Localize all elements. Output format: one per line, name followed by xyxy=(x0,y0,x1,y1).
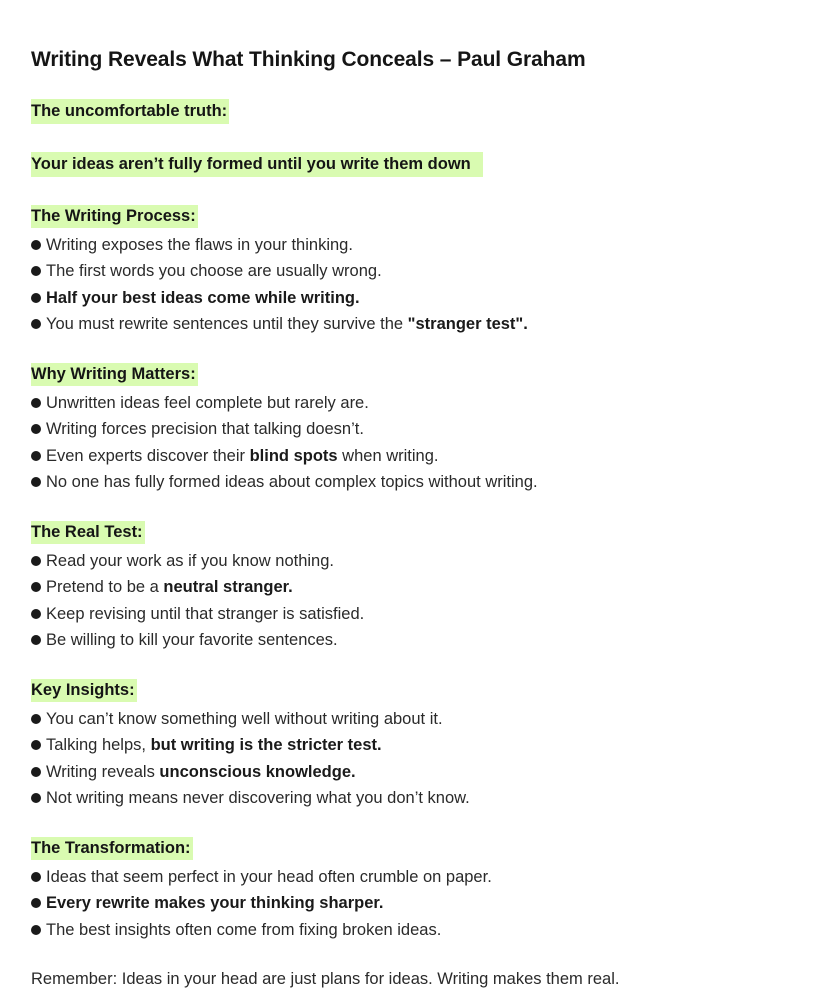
list-item xyxy=(31,864,816,890)
bullet-icon xyxy=(31,451,41,461)
list-item xyxy=(31,601,816,627)
section-real-test xyxy=(31,521,816,653)
section-writing-process xyxy=(31,205,816,337)
list-item xyxy=(31,390,816,416)
bullet-icon xyxy=(31,477,41,487)
closing-remark: Remember: Ideas in your head are just plans for ideas. Writing makes them real. xyxy=(31,970,620,988)
bullet-icon xyxy=(31,582,41,592)
item-bold-text: but writing is the stricter test. xyxy=(150,736,382,755)
item-text: No one has fully formed ideas about complex topics without writing. xyxy=(46,472,538,491)
section-heading: The Transformation: xyxy=(31,837,193,860)
list-item xyxy=(31,732,816,758)
list-item xyxy=(31,890,816,916)
bullet-icon xyxy=(31,424,41,434)
bullet-icon xyxy=(31,556,41,566)
list-item xyxy=(31,443,816,469)
list-item xyxy=(31,311,816,337)
list-item xyxy=(31,416,816,442)
bullet-icon xyxy=(31,240,41,250)
bullet-icon xyxy=(31,609,41,619)
bullet-icon xyxy=(31,740,41,750)
item-text: Ideas that seem perfect in your head often crumble on paper. xyxy=(46,868,492,886)
bullet-icon xyxy=(31,793,41,803)
item-bold-text: unconscious knowledge. xyxy=(159,762,356,781)
item-text: Writing exposes the flaws in your thinking. xyxy=(46,236,353,254)
section-why-writing-matters xyxy=(31,363,816,495)
item-text: The best insights often come from fixing broken ideas. xyxy=(46,920,442,939)
list-item xyxy=(31,258,816,284)
item-bold-text: blind spots xyxy=(249,446,338,465)
bullet-icon xyxy=(31,635,41,645)
bullet-list xyxy=(31,390,816,495)
page-title: Writing Reveals What Thinking Conceals – Paul Graham xyxy=(31,48,586,71)
bullet-icon xyxy=(31,266,41,276)
item-text: Be willing to kill your favorite sentences. xyxy=(46,630,338,649)
item-text: Even experts discover their xyxy=(46,446,250,465)
bullet-icon xyxy=(31,398,41,408)
bullet-icon xyxy=(31,293,41,303)
bullet-list xyxy=(31,548,816,653)
list-item xyxy=(31,548,816,574)
section-heading: The Writing Process: xyxy=(31,205,198,228)
list-item xyxy=(31,574,816,600)
list-item xyxy=(31,469,816,495)
bullet-icon xyxy=(31,872,41,882)
bullet-icon xyxy=(31,714,41,724)
item-text: Not writing means never discovering what you don’t know. xyxy=(46,788,470,807)
bullet-icon xyxy=(31,767,41,777)
list-item xyxy=(31,785,816,811)
item-text: Talking helps, xyxy=(46,736,151,755)
section-heading: The Real Test: xyxy=(31,521,145,544)
item-text: Writing reveals xyxy=(46,762,160,781)
item-text-tail: when writing. xyxy=(337,446,439,465)
item-bold-text: neutral stranger. xyxy=(163,578,293,597)
bullet-list xyxy=(31,864,816,943)
list-item xyxy=(31,759,816,785)
item-bold-text: Every rewrite makes your thinking sharper. xyxy=(46,894,384,913)
item-bold-text: Half your best ideas come while writing. xyxy=(46,288,360,307)
intro-truth-label: The uncomfortable truth: xyxy=(31,99,229,124)
list-item xyxy=(31,232,816,258)
bullet-icon xyxy=(31,319,41,329)
bullet-list xyxy=(31,232,816,337)
item-text: You must rewrite sentences until they survive the xyxy=(46,314,408,333)
intro-truth-statement: Your ideas aren’t fully formed until you write them down xyxy=(31,152,483,177)
section-heading: Key Insights: xyxy=(31,679,137,702)
list-item xyxy=(31,917,816,943)
item-bold-text: "stranger test". xyxy=(407,314,528,333)
list-item xyxy=(31,627,816,653)
section-key-insights xyxy=(31,679,816,811)
item-text: The first words you choose are usually wrong. xyxy=(46,262,382,281)
item-text: Pretend to be a xyxy=(46,578,164,597)
item-text: Keep revising until that stranger is satisfied. xyxy=(46,604,365,623)
list-item xyxy=(31,285,816,311)
item-text: Writing forces precision that talking doesn’t. xyxy=(46,420,364,439)
list-item xyxy=(31,706,816,732)
item-text: You can’t know something well without writing about it. xyxy=(46,710,443,728)
bullet-icon xyxy=(31,925,41,935)
bullet-icon xyxy=(31,898,41,908)
item-text: Unwritten ideas feel complete but rarely are. xyxy=(46,394,369,412)
item-text: Read your work as if you know nothing. xyxy=(46,552,334,570)
section-heading: Why Writing Matters: xyxy=(31,363,198,386)
section-transformation xyxy=(31,837,816,943)
bullet-list xyxy=(31,706,816,811)
